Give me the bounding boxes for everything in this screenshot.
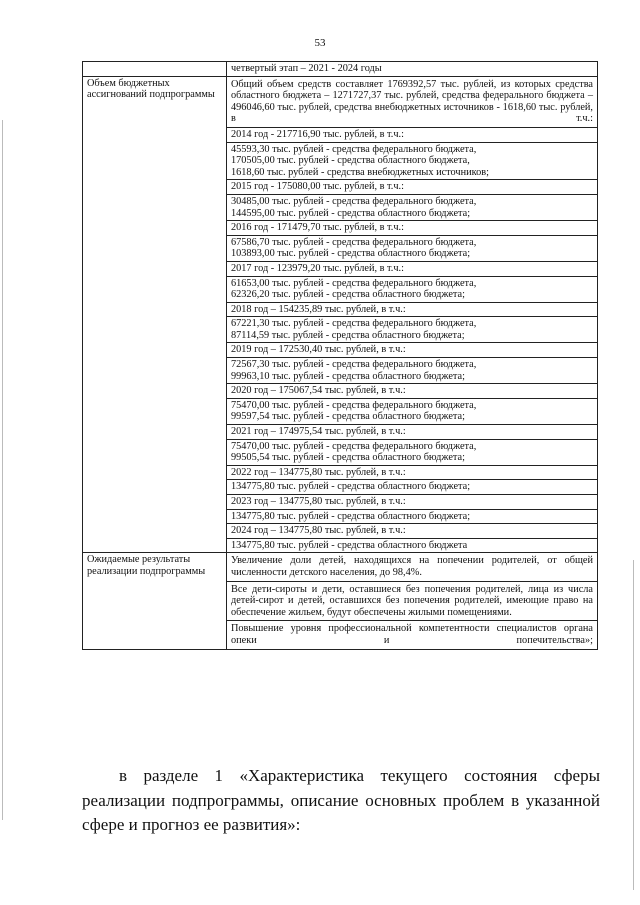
- budget-line-item: 72567,30 тыс. рублей - средства федерального бюджета,: [230, 359, 477, 371]
- budget-line-item: 99597,54 тыс. рублей - средства областного бюджета;: [230, 411, 465, 423]
- budget-year-heading: 2014 год - 217716,90 тыс. рублей, в т.ч.:: [227, 128, 597, 143]
- budget-year-heading: 2023 год – 134775,80 тыс. рублей, в т.ч.:: [227, 495, 597, 510]
- budget-year-heading: 2022 год – 134775,80 тыс. рублей, в т.ч.:: [227, 466, 597, 481]
- budget-line-item: 75470,00 тыс. рублей - средства федерального бюджета,: [230, 399, 477, 411]
- budget-summary: Общий объем средств составляет 1769392,57 тыс. рублей, из которых средства областного бюджета – 1271727,37 тыс. рублей, средства федерального бюджета – 496046,60 тыс. рублей, средства внебюджетных источников - 1618,60 тыс. рублей, в т.ч.:: [227, 77, 597, 128]
- page-number: 53: [314, 37, 326, 49]
- budget-line-item: 170505,00 тыс. рублей - средства областного бюджета,: [230, 155, 470, 167]
- budget-line-item: 103893,00 тыс. рублей - средства областного бюджета;: [230, 248, 471, 260]
- results-row: [83, 553, 598, 649]
- budget-line-item: 87114,59 тыс. рублей - средства областного бюджета;: [230, 329, 465, 341]
- results-label: Ожидаемые результаты реализации подпрограммы: [83, 553, 227, 649]
- budget-line-item: 61653,00 тыс. рублей - средства федерального бюджета,: [230, 277, 477, 289]
- budget-year-heading: 2016 год - 171479,70 тыс. рублей, в т.ч.:: [227, 221, 597, 236]
- subprogram-passport-table: [82, 61, 598, 650]
- budget-line-item: 45593,30 тыс. рублей - средства федерального бюджета,: [230, 143, 477, 155]
- budget-line-item: 99505,54 тыс. рублей - средства областного бюджета;: [230, 452, 465, 464]
- budget-line-item: 67586,70 тыс. рублей - средства федерального бюджета,: [230, 236, 477, 248]
- stage-label-cell: [83, 62, 227, 77]
- budget-line-item: 134775,80 тыс. рублей - средства областного бюджета: [230, 539, 468, 551]
- budget-line-item: 67221,30 тыс. рублей - средства федерального бюджета,: [230, 318, 477, 330]
- budget-year-items: [227, 399, 597, 425]
- scan-edge-mark: [633, 560, 634, 890]
- budget-year-items: [227, 358, 597, 384]
- scan-edge-mark: [2, 120, 3, 820]
- budget-line-item: 1618,60 тыс. рублей - средства внебюджетных источников;: [230, 166, 489, 178]
- budget-line-item: 75470,00 тыс. рублей - средства федерального бюджета,: [230, 440, 477, 452]
- stage-text: четвертый этап – 2021 - 2024 годы: [230, 63, 382, 74]
- budget-year-heading: 2021 год – 174975,54 тыс. рублей, в т.ч.:: [227, 425, 597, 440]
- budget-year-heading: 2024 год – 134775,80 тыс. рублей, в т.ч.:: [227, 524, 597, 539]
- budget-line-item: 134775,80 тыс. рублей - средства областного бюджета;: [230, 510, 471, 522]
- result-item: Увеличение доли детей, находящихся на попечении родителей, от общей численности детского населения, до 98,4%.: [227, 553, 597, 581]
- budget-year-heading: 2017 год - 123979,20 тыс. рублей, в т.ч.:: [227, 262, 597, 277]
- budget-row: [83, 76, 598, 553]
- budget-years-list: [227, 128, 597, 552]
- budget-year-heading: 2019 год – 172530,40 тыс. рублей, в т.ч.:: [227, 343, 597, 358]
- budget-year-items: [227, 143, 597, 181]
- result-item: Повышение уровня профессиональной компетентности специалистов органа опеки и попечительства»;: [230, 623, 593, 646]
- budget-year-items: [227, 236, 597, 262]
- budget-year-items: [227, 195, 597, 221]
- budget-line-item: 144595,00 тыс. рублей - средства областного бюджета;: [230, 207, 471, 219]
- budget-line-item: 134775,80 тыс. рублей - средства областного бюджета;: [230, 481, 471, 493]
- budget-year-heading: 2015 год - 175080,00 тыс. рублей, в т.ч.:: [227, 180, 597, 195]
- budget-year-items: [227, 480, 597, 495]
- budget-year-items: [227, 539, 597, 553]
- budget-year-items: [227, 510, 597, 525]
- budget-year-heading: 2018 год – 154235,89 тыс. рублей, в т.ч.:: [227, 303, 597, 318]
- budget-year-items: [227, 317, 597, 343]
- budget-line-item: 99963,10 тыс. рублей - средства областного бюджета;: [230, 370, 465, 382]
- budget-year-items: [227, 440, 597, 466]
- stage-row: [83, 62, 598, 77]
- budget-line-item: 30485,00 тыс. рублей - средства федерального бюджета,: [230, 195, 477, 207]
- budget-year-heading: 2020 год – 175067,54 тыс. рублей, в т.ч.:: [227, 384, 597, 399]
- budget-line-item: 62326,20 тыс. рублей - средства областного бюджета;: [230, 289, 465, 301]
- result-item: Все дети-сироты и дети, оставшиеся без попечения родителей, лица из числа детей-сирот и детей, оставшихся без попечения родителей, имеющие право на обеспечение жильем, будут обеспечены жилыми помещениями.: [227, 582, 597, 622]
- budget-label: Объем бюджетных ассигнований подпрограммы: [83, 76, 227, 553]
- closing-text: в разделе 1 «Характеристика текущего состояния сферы реализации подпрограммы, описание основных проблем в указанной сфере и прогноз ее развития»:: [82, 766, 600, 834]
- budget-year-items: [227, 277, 597, 303]
